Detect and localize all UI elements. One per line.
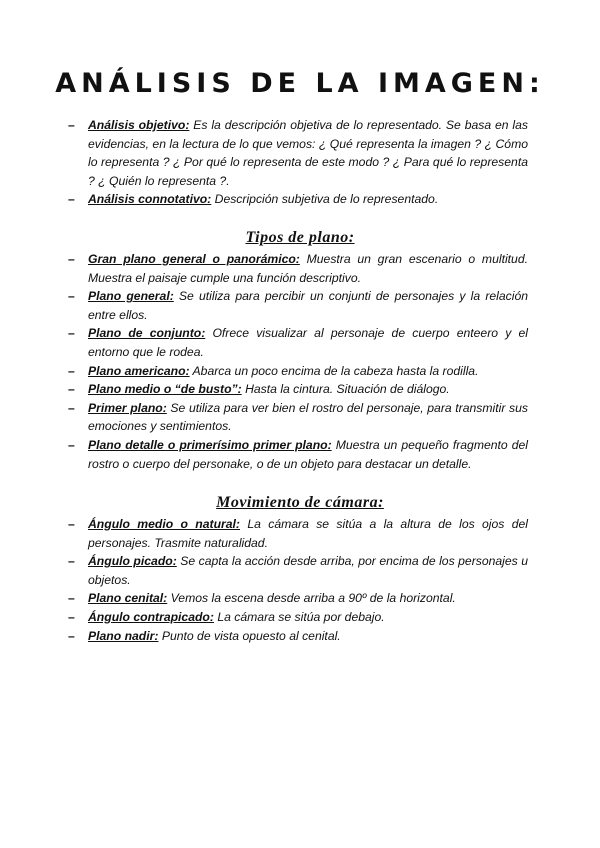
bullet-dash: – xyxy=(68,289,75,304)
bullet-dash: – xyxy=(68,554,75,569)
bullet-dash: – xyxy=(68,363,75,378)
term-label: Primer plano: xyxy=(88,400,167,415)
bullet-dash: – xyxy=(68,400,75,415)
bullet-dash: – xyxy=(68,382,75,397)
term-label: Ángulo contrapicado: xyxy=(88,609,214,624)
term-label: Plano de conjunto: xyxy=(88,326,206,341)
term-label: Ángulo medio o natural: xyxy=(88,517,240,531)
bullet-dash: – xyxy=(68,628,75,643)
section-heading-movimiento: Movimiento de cámara: xyxy=(216,494,384,511)
list-item xyxy=(68,399,528,436)
list-item xyxy=(68,515,528,552)
bullet-dash: – xyxy=(68,437,75,452)
bullet-dash: – xyxy=(68,326,75,341)
term-label: Ángulo picado: xyxy=(88,554,177,569)
term-description: Se utiliza para percibir un conjunti de personajes y la relación entre ellos. xyxy=(88,289,528,322)
term-description: La cámara se sitúa a la altura de los ojos del personajes. Trasmite naturalidad. xyxy=(88,517,528,550)
list-item xyxy=(68,287,528,324)
term-description: Se capta la acción desde arriba, por encima de los personajes u objetos. xyxy=(88,554,529,587)
term-description: Se utiliza para ver bien el rostro del personaje, para transmitir sus emociones y sentimientos. xyxy=(88,400,528,434)
list-item xyxy=(68,552,529,589)
term-description: Descripción subjetiva de lo representado. xyxy=(211,192,439,207)
list-item xyxy=(68,324,528,361)
list-item xyxy=(68,190,528,209)
term-label: Plano medio o “de busto”: xyxy=(88,382,242,397)
term-label: Plano general: xyxy=(88,289,174,304)
term-description: Hasta la cintura. Situación de diálogo. xyxy=(241,382,450,397)
bullet-dash: – xyxy=(68,609,75,624)
list-item xyxy=(68,627,528,646)
term-description: Vemos la escena desde arriba a 90º de la horizontal. xyxy=(167,591,456,606)
list-item xyxy=(68,436,528,473)
term-label: Análisis connotativo: xyxy=(88,192,212,207)
term-description: Punto de vista opuesto al cenital. xyxy=(158,628,341,643)
term-description: Muestra un gran escenario o multitud. Muestra el paisaje cumple una función descriptivo. xyxy=(88,252,528,285)
term-description: Ofrece visualizar al personaje de cuerpo enteero y el entorno que le rodea. xyxy=(88,326,528,359)
list-item xyxy=(68,380,528,399)
term-label: Análisis objetivo: xyxy=(88,118,190,132)
page-title: ANÁLISIS DE LA IMAGEN: xyxy=(55,68,545,99)
list-item xyxy=(68,608,528,627)
intro-list xyxy=(68,116,528,209)
term-label: Plano americano: xyxy=(88,363,190,378)
term-description: Es la descripción objetiva de lo representado. Se basa en las evidencias, en la lectura de lo que vemos: ¿ Qué representa la imagen ? ¿ Cómo lo representa ? ¿ Por qué lo representa de este modo ? ¿ Para qué lo representa ? ¿ Quién lo representa ?. xyxy=(88,118,528,188)
term-label: Plano nadir: xyxy=(88,628,159,643)
term-label: Plano detalle o primerísimo primer plano: xyxy=(88,437,332,452)
term-label: Plano cenital: xyxy=(88,591,168,606)
bullet-dash: – xyxy=(68,517,75,531)
tipos-list xyxy=(68,250,528,473)
term-label: Gran plano general o panorámico: xyxy=(88,252,300,266)
bullet-dash: – xyxy=(68,591,75,606)
movimiento-list xyxy=(68,515,529,645)
list-item xyxy=(68,250,528,287)
bullet-dash: – xyxy=(68,192,75,207)
term-description: La cámara se sitúa por debajo. xyxy=(213,609,385,624)
bullet-dash: – xyxy=(68,118,75,132)
list-item xyxy=(68,362,528,381)
term-description: Muestra un pequeño fragmento del rostro o cuerpo del personake, o de un objeto para destacar un detalle. xyxy=(88,437,528,471)
section-heading-tipos: Tipos de plano: xyxy=(245,229,355,246)
bullet-dash: – xyxy=(68,252,75,266)
list-item xyxy=(68,589,528,608)
term-description: Abarca un poco encima de la cabeza hasta la rodilla. xyxy=(189,363,479,378)
list-item xyxy=(68,116,528,190)
